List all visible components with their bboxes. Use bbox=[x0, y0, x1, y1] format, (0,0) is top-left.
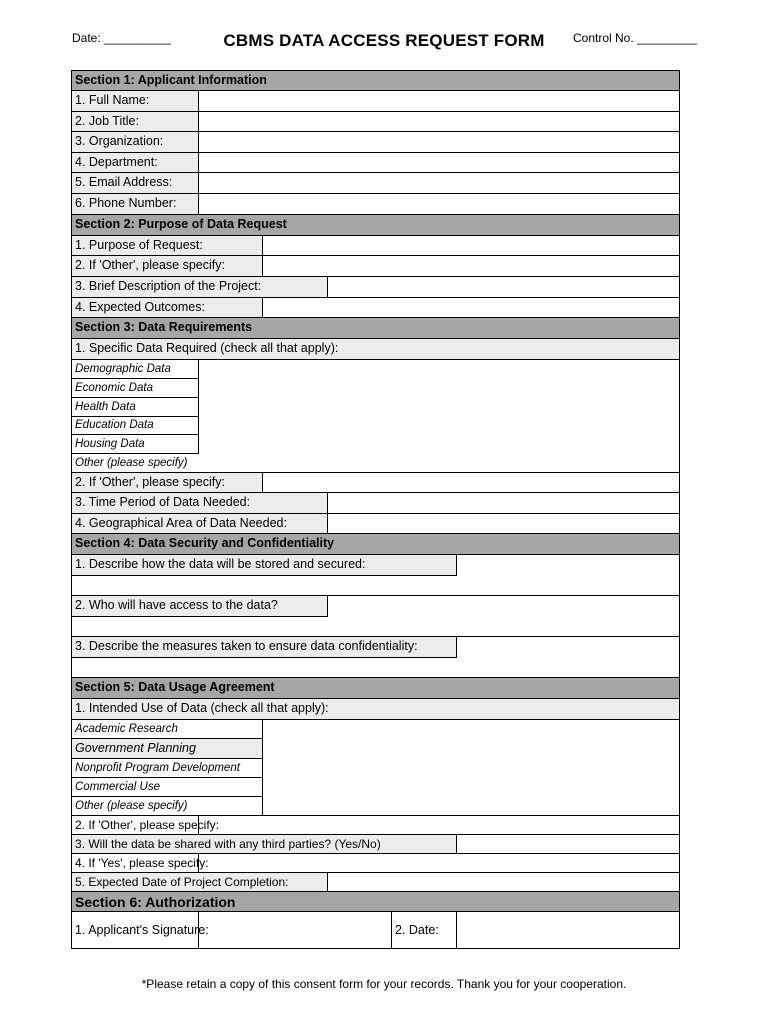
full-name-label: 1. Full Name: bbox=[72, 91, 199, 111]
signature-label: 1. Applicant's Signature: bbox=[72, 912, 199, 949]
completion-date-field[interactable] bbox=[328, 873, 679, 891]
project-description-label: 3. Brief Description of the Project: bbox=[72, 277, 328, 297]
email-field[interactable] bbox=[199, 173, 679, 193]
expected-outcomes-label: 4. Expected Outcomes: bbox=[72, 298, 263, 317]
form-title: CBMS DATA ACCESS REQUEST FORM bbox=[223, 31, 545, 50]
data-other-label: 2. If 'Other', please specify: bbox=[72, 473, 263, 492]
auth-date-label: 2. Date: bbox=[392, 912, 457, 949]
geo-area-row bbox=[72, 514, 679, 534]
organization-field[interactable] bbox=[199, 132, 679, 152]
geo-area-label: 4. Geographical Area of Data Needed: bbox=[72, 514, 328, 533]
option-demographic[interactable]: Demographic Data bbox=[72, 360, 199, 379]
phone-label: 6. Phone Number: bbox=[72, 194, 199, 214]
data-other-row bbox=[72, 473, 679, 493]
option-other[interactable]: Other (please specify) bbox=[72, 454, 199, 472]
use-academic[interactable]: Academic Research bbox=[72, 720, 263, 739]
storage-question-row[interactable] bbox=[72, 555, 679, 596]
authorization-row bbox=[72, 912, 679, 949]
option-housing[interactable]: Housing Data bbox=[72, 435, 199, 454]
header-date: Date: __________ bbox=[72, 31, 171, 45]
email-row bbox=[72, 173, 679, 194]
use-options-block bbox=[72, 720, 679, 816]
option-health[interactable]: Health Data bbox=[72, 398, 199, 417]
use-government[interactable]: Government Planning bbox=[72, 739, 263, 759]
section5-header: Section 5: Data Usage Agreement bbox=[72, 678, 679, 699]
control-number: Control No. _________ bbox=[573, 31, 698, 45]
third-party-field[interactable] bbox=[457, 835, 679, 853]
footer-note: *Please retain a copy of this consent form for your records. Thank you for your cooperation. bbox=[141, 977, 627, 991]
auth-date-field[interactable] bbox=[457, 912, 679, 949]
specific-data-row bbox=[72, 339, 679, 360]
expected-outcomes-row bbox=[72, 298, 679, 318]
third-party-row bbox=[72, 835, 679, 854]
use-commercial[interactable]: Commercial Use bbox=[72, 778, 263, 797]
storage-question-label: 1. Describe how the data will be stored and secured: bbox=[72, 555, 457, 576]
geo-area-field[interactable] bbox=[328, 514, 679, 533]
confidentiality-question-label: 3. Describe the measures taken to ensure data confidentiality: bbox=[72, 637, 457, 658]
time-period-field[interactable] bbox=[328, 493, 679, 513]
job-title-field[interactable] bbox=[199, 112, 679, 131]
section4-header: Section 4: Data Security and Confidentiality bbox=[72, 534, 679, 555]
time-period-label: 3. Time Period of Data Needed: bbox=[72, 493, 328, 513]
phone-row bbox=[72, 194, 679, 215]
use-other-field[interactable] bbox=[199, 816, 679, 834]
project-description-field[interactable] bbox=[328, 277, 679, 297]
use-other-row bbox=[72, 816, 679, 835]
department-row bbox=[72, 153, 679, 173]
purpose-field[interactable] bbox=[263, 236, 679, 255]
intended-use-row bbox=[72, 699, 679, 720]
use-nonprofit[interactable]: Nonprofit Program Development bbox=[72, 759, 263, 778]
expected-outcomes-field[interactable] bbox=[263, 298, 679, 317]
section3-header: Section 3: Data Requirements bbox=[72, 318, 679, 339]
use-other-label: 2. If 'Other', please specify: bbox=[72, 816, 199, 834]
third-party-specify-label: 4. If 'Yes', please specify: bbox=[72, 854, 199, 872]
full-name-field[interactable] bbox=[199, 91, 679, 111]
email-label: 5. Email Address: bbox=[72, 173, 199, 193]
intended-use-label: 1. Intended Use of Data (check all that apply): bbox=[72, 699, 679, 719]
section2-header: Section 2: Purpose of Data Request bbox=[72, 215, 679, 236]
use-other[interactable]: Other (please specify) bbox=[72, 797, 263, 815]
access-question-label: 2. Who will have access to the data? bbox=[72, 596, 328, 617]
organization-label: 3. Organization: bbox=[72, 132, 199, 152]
department-field[interactable] bbox=[199, 153, 679, 172]
third-party-specify-row bbox=[72, 854, 679, 873]
confidentiality-question-row[interactable] bbox=[72, 637, 679, 678]
time-period-row bbox=[72, 493, 679, 514]
specific-data-label: 1. Specific Data Required (check all that apply): bbox=[72, 339, 679, 359]
section6-header: Section 6: Authorization bbox=[72, 892, 679, 912]
third-party-label: 3. Will the data be shared with any third parties? (Yes/No) bbox=[72, 835, 457, 853]
option-economic[interactable]: Economic Data bbox=[72, 379, 199, 398]
purpose-other-field[interactable] bbox=[263, 256, 679, 276]
request-form bbox=[71, 70, 680, 949]
purpose-label: 1. Purpose of Request: bbox=[72, 236, 263, 255]
job-title-label: 2. Job Title: bbox=[72, 112, 199, 131]
completion-date-row bbox=[72, 873, 679, 892]
project-description-row bbox=[72, 277, 679, 298]
purpose-other-row bbox=[72, 256, 679, 277]
section1-header: Section 1: Applicant Information bbox=[72, 71, 679, 91]
data-other-field[interactable] bbox=[263, 473, 679, 492]
access-question-row[interactable] bbox=[72, 596, 679, 637]
data-options-block bbox=[72, 360, 679, 473]
signature-field[interactable] bbox=[199, 912, 392, 949]
purpose-other-label: 2. If 'Other', please specify: bbox=[72, 256, 263, 276]
phone-field[interactable] bbox=[199, 194, 679, 214]
department-label: 4. Department: bbox=[72, 153, 199, 172]
option-education[interactable]: Education Data bbox=[72, 417, 199, 435]
job-title-row bbox=[72, 112, 679, 132]
full-name-row bbox=[72, 91, 679, 112]
third-party-specify-field[interactable] bbox=[199, 854, 679, 872]
completion-date-label: 5. Expected Date of Project Completion: bbox=[72, 873, 328, 891]
purpose-row bbox=[72, 236, 679, 256]
organization-row bbox=[72, 132, 679, 153]
